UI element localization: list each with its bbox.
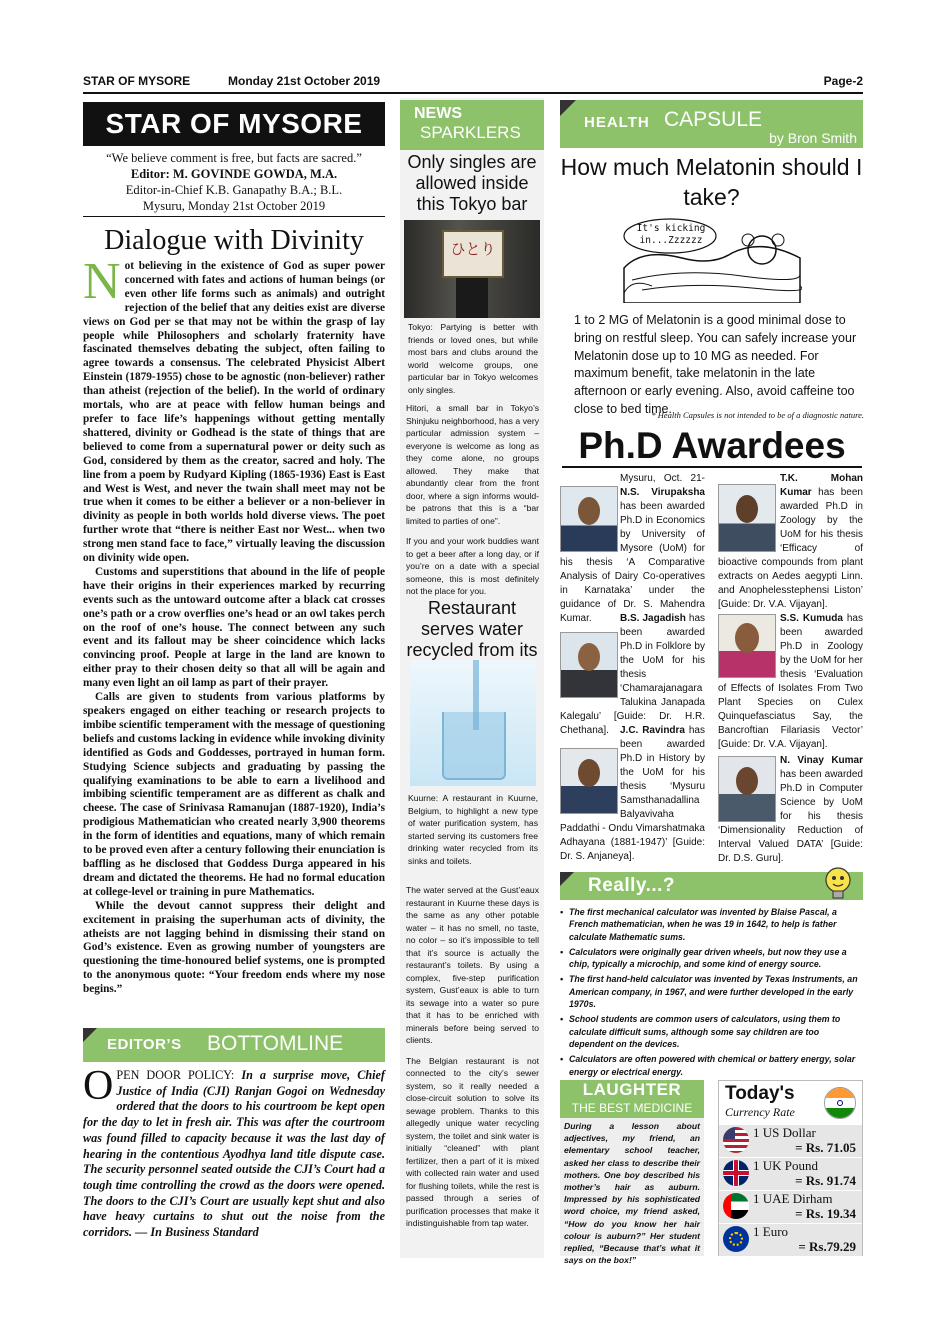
bottomline-label: BOTTOMLINE: [207, 1032, 344, 1055]
header-paper-name: STAR OF MYSORE: [83, 74, 191, 88]
health-title: How much Melatonin should I take?: [560, 154, 863, 210]
currency-row-eur: [719, 1224, 862, 1256]
awardee-name: T.K. Mohan Kumar: [780, 473, 863, 498]
bottomline-text: In a surprise move, Chief Justice of India (CJI) Ranjan Gogoi on Wednesday ordered that the doors to his courtroom be kept open for the day to let in fresh air. This was after the courtroom was found filled to capacity because it was the last day of hearing in the contentious Ayodhya land title dispute case. The security personnel seated outside the CJI’s Court had a tough time controlling the crowd as the doors were opened. The doors to the CJI’s Court are usually kept shut and also have heavy curtains to shut out the noise from the corridors. — In Business Standard: [83, 1068, 385, 1240]
lightbulb-icon: [818, 864, 858, 904]
uk-flag-icon: [723, 1160, 749, 1186]
tokyo-bar-sign: ひとり: [450, 240, 496, 258]
editor-in-chief: Editor-in-Chief K.B. Ganapathy B.A.; B.L.: [125, 183, 343, 197]
health-disclaimer: * Health Capsules is not intended to be of a diagnostic nature.: [651, 410, 864, 420]
awardee-entry-vinay-kumar: [718, 754, 863, 866]
health-body: 1 to 2 MG of Melatonin is a good minimal dose to bring on restful sleep. You can safely increase your Melatonin dose up to 10 MG as needed. For maximum benefit, take melatonin in the late afternoon or early evening. Also, avoid caffeine too close to bed time.: [574, 313, 857, 416]
laughter-banner: [560, 1080, 704, 1118]
awardee-name: S.S. Kumuda: [780, 613, 843, 624]
drop-cap: N: [83, 253, 121, 310]
fact-item: • School students are common users of calculators, using them to calculate difficult sums, although some say children are too dependent on the devices.: [560, 1013, 863, 1050]
fact-item: • The first hand-held calculator was invented by Texas Instruments, an American company, in 1967, and were further developed in the early 1970s.: [560, 973, 863, 1010]
awardee-name: N.S. Virupaksha: [620, 487, 705, 498]
awardee-name: J.C. Ravindra: [620, 725, 685, 736]
bottomline-banner: [83, 1028, 385, 1062]
sparklers-label: SPARKLERS: [420, 123, 521, 142]
motto: “We believe comment is free, but facts are sacred.”: [106, 151, 362, 165]
editorial-paragraph-4: While the devout cannot suppress their delight and excitement in praising the superhuman acts of divinity, the atheists are not lagging behind in dismissing their stand on God’s existence. Even as growing number of youngsters are questioning the time-honoured belief systems, one is prompted to the anonymous quote: “Your freedom ends where my nose begins.”: [83, 899, 385, 996]
currency-title: Today's: [725, 1083, 795, 1104]
news-sparklers-banner: [400, 100, 544, 150]
awardee-name: B.S. Jagadish: [620, 613, 686, 624]
currency-row-usd: [719, 1125, 862, 1157]
currency-rate-box: [718, 1080, 863, 1256]
news-headline-1: Only singles are allowed inside this Tokyo bar: [407, 152, 537, 214]
us-flag-icon: [723, 1127, 749, 1153]
currency-row-gbp: [719, 1158, 862, 1190]
editorial-title: Dialogue with Divinity: [104, 225, 364, 256]
editorial-paragraph-2: Customs and superstitions that abound in the life of people have their origins in their experiences marked by recurring events such as the untoward outcome after a black cat crosses one’s path or a crow overflies one’s head or an owl takes perch on the roof of one’s house. The connect between any such event and its fallout may be sheer coincidence which lacks convincing proof. People at large in the land are known to either pray to their chosen deity so that all will be again and many even light an oil lamp as part of their prayer.: [83, 565, 385, 690]
awardee-entry-mohan-kumar: [718, 472, 863, 612]
eu-flag-icon: [723, 1226, 749, 1252]
awardee-entry-kumuda: [718, 612, 863, 752]
currency-label: 1 UK Pound: [753, 1158, 819, 1173]
laughter-subtitle: THE BEST MEDICINE: [571, 1101, 693, 1115]
fact-item: • Calculators were originally gear driven wheels, but now they use a chip, typically a microchip, and some kind of energy source.: [560, 946, 863, 971]
laughter-joke: During a lesson about adjectives, my friend, an elementary school teacher, asked her class to describe their mothers. One boy described his mother’s hair as auburn. Impressed by his sophisticated word choice, my friend asked, “How do you know her hair colour is auburn?” Her student replied, “Because that’s what it says on the box!”: [564, 1121, 700, 1266]
banner-corner: [560, 872, 574, 886]
news-headline-2: Restaurant serves water recycled from its: [406, 598, 538, 660]
banner-corner: [560, 100, 576, 116]
page-header: [83, 74, 863, 90]
place-date: Mysuru, Monday 21st October 2019: [142, 199, 326, 213]
awardee-entry-ravindra: [560, 724, 705, 864]
divider: [83, 216, 385, 217]
currency-value: = Rs. 19.34: [795, 1206, 856, 1221]
uae-flag-icon: [723, 1193, 749, 1219]
water-glass-photo: [410, 660, 536, 786]
cartoon-caption: It's kicking in...Zzzzzz: [636, 223, 706, 246]
header-rule: [83, 92, 863, 94]
currency-value: = Rs. 71.05: [795, 1140, 856, 1155]
masthead-logo: STAR OF MYSORE: [83, 102, 385, 146]
awardee-details: has been awarded Ph.D in Computer Science by UoM for his thesis ‘Dimensionality Reduction of Interval Valued DATA’ [Guide: Dr. D.S. Guru].: [718, 769, 863, 864]
india-flag-icon: [824, 1087, 856, 1119]
really-facts-list: [560, 906, 863, 1081]
tokyo-bar-photo: [404, 220, 540, 318]
awardee-details: has been awarded Ph.D in Zoology by the UoM for her thesis ‘Evaluation of Effects of Isolates From Two Plant Species on Culex Quinquefasciatus Say, the Bancroftian Filariasis Vector’ [Guide: Dr. V.A. Vijayan].: [718, 613, 863, 750]
news-story-1-paragraph-2: If you and your work buddies want to get a beer after a long day, or if you’re on a date with a special someone, this is most definitely not the place for you.: [406, 536, 539, 596]
dateline: Mysuru, Oct. 21-: [620, 473, 705, 484]
currency-label: 1 Euro: [753, 1224, 789, 1239]
laughter-title: LAUGHTER: [582, 1080, 682, 1099]
awardee-details: has been awarded Ph.D in Economics by University of Mysore (UoM) for his thesis ‘A Comparative Analysis of Dairy Co-operatives in Karnataka’ under the guidance of Dr. S. Mahendra Kumar.: [560, 501, 705, 624]
header-page-number: Page-2: [823, 74, 863, 88]
currency-subtitle: Currency Rate: [725, 1105, 795, 1119]
currency-row-aed: [719, 1191, 862, 1223]
awardee-details: has been awarded Ph.D in Zoology by the UoM for his thesis ‘Efficacy of bioactive compounds from plant extracts on Aedes aegypti Linn. and Anophelesstephensi Liston’ [Guide: Dr. V.A. Vijayan].: [718, 487, 863, 610]
fact-item: • The first mechanical calculator was invented by Blaise Pascal, a French mathematician, when he was 19 in 1642, to help is father calculate Mathematic sums.: [560, 906, 863, 943]
news-label: NEWS: [414, 105, 462, 122]
banner-corner: [83, 1028, 97, 1042]
header-date: Monday 21st October 2019: [228, 74, 381, 88]
bottomline-drop-cap: O: [83, 1063, 114, 1109]
editorial-paragraph-3: Calls are given to students from various platforms by speakers engaged on either teaching or research projects to imbibe scientific temperament with the message of questioning beliefs and customs lacking in evidence while invoking divinity identified as Gods and Goddesses, portrayed in human form. Studying Science subjects and graduating by passing the qualifying examinations to be able to earn a livelihood and imbibing scientific temperament are as different as chalk and cheese. The case of Srinivasa Ramanujan (1887-1920), India’s prodigious Mathematician who created nearly 3,900 theorems in the form of identities and equations, many of which remain to be proved even after a century following their enunciation is baffling as he disclosed that Goddess Durga appeared in his dream and dictated the theorems. He had no formal education at college-level or training in pure Mathematics.: [83, 691, 385, 898]
news-caption-1: Tokyo: Partying is better with friends or loved ones, but while most bars and clubs around the world welcome groups, one particular bar in Tokyo welcomes only singles.: [408, 322, 538, 395]
capsule-label: CAPSULE: [664, 108, 763, 131]
divider: [562, 466, 862, 468]
phd-column-right: [718, 472, 863, 872]
bottomline-lead: PEN DOOR POLICY:: [116, 1068, 235, 1082]
health-byline: by Bron Smith: [769, 130, 857, 146]
news-story-1-paragraph-1: Hitori, a small bar in Tokyo’s Shinjuku neighborhood, has a very particular admission system – everyone is welcome as long as they come alone, no groups allowed. They make that abundantly clear from the front door, where a sign informs would-be patrons that this is a “bar limited to parties of one”.: [406, 403, 539, 526]
awardee-entry-jagadish: [560, 612, 705, 738]
health-label: HEALTH: [584, 114, 650, 131]
news-story-2: [406, 884, 539, 1238]
editorial-info: [83, 150, 385, 214]
awardee-entry-virupaksha: [560, 472, 705, 626]
awardee-name: N. Vinay Kumar: [780, 755, 863, 766]
sleeping-cartoon-illustration: [622, 218, 802, 303]
awardee-details: has been awarded Ph.D in History by the UoM for his thesis ‘Mysuru Samsthanadallina Balyavivaha Paddathi - Ondu Vimarshatmaka Adhayana (1881-1947)’ [Guide: Dr. S. Anjaneya].: [560, 725, 705, 862]
news-caption-2: Kuurne: A restaurant in Kuurne, Belgium, to highlight a new type of water purification system, has started serving its customers free drinking water recycled from its sinks and toilets.: [408, 793, 538, 866]
news-story-1: [406, 402, 539, 606]
editorial-body: [83, 253, 385, 997]
news-story-2-paragraph-1: The water served at the Gust’eaux restaurant in Kuurne these days is the same as any other potable water – it has no smell, no taste, no color – so it’s impossible to tell that it’s source is actually the restaurant’s toilets. By using a complex, five-step purification system, Gust’eaux is able to turn its sewage into a water so pure that it has to be enriched with minerals before being served to clients.: [406, 885, 539, 1045]
currency-value: = Rs.79.29: [798, 1239, 856, 1254]
bottomline-body: [83, 1063, 385, 1241]
health-capsule-banner: [560, 100, 863, 148]
fact-item: • Calculators are often powered with chemical or battery energy, solar energy or electrical energy.: [560, 1053, 863, 1078]
really-title: Really...?: [588, 875, 676, 896]
currency-label: 1 US Dollar: [753, 1125, 816, 1140]
phd-column-left: [560, 472, 705, 872]
phd-awardees-title: Ph.D Awardees: [578, 425, 846, 466]
editorial-paragraph-1: ot believing in the existence of God as super power concerned with fates and actions of human beings (or even other life forms such as animals) and outright rejection of the belief that any deities exist are diverse views on God per se that may not be within the grasp of lay people while Philosophers and scholarly fraternity have fascinated themselves debating the subject, often failing to agree towards a consensus. The celebrated Physicist Albert Einstein (1879-1955) chose to be agnostic (non-believer) rather than atheist (rejection of the belief). In the world of ordinary mortals, who are at peace with fellow human beings and prefer to face life’s happenings without getting mentally shattered, divinity or Godhead is the state of things that are believed to come from a supernatural power or deity such as God, considered by them as the creator, sacred and holy. The line from a poem by Rudyard Kipling (1865-1936) East is East and West is West, and never the twain shall meet may not be true when it comes to be either a believer or a non-believer in divinity as people in both worlds hold diverse views. The poet further wrote that “there is neither East nor West... when two strong men stand face to face,” virtually leaving the discussion on divinity wide open.: [83, 260, 385, 565]
awardee-details: has been awarded Ph.D in Folklore by the UoM for his thesis ‘Chamarajanagara Talukina Janapada Kalegalu’ [Guide: Dr. H.R. Chethana].: [560, 613, 706, 736]
currency-label: 1 UAE Dirham: [753, 1191, 833, 1206]
editor-name: Editor: M. GOVINDE GOWDA, M.A.: [130, 167, 338, 181]
news-story-2-paragraph-2: The Belgian restaurant is not connected to the city’s sewer system, so it really needed a close-circuit solution to solve its sewage problem. Thanks to this allegedly unique water recycling system, the toilet and sink water is initially “cleaned” with plant fertilizer, then a part of it is mixed with collected rain water and used for flushing toilets, while the rest is passed through a series of purification processes that make it indistinguishable from tap water.: [406, 1055, 539, 1228]
currency-value: = Rs. 91.74: [795, 1173, 856, 1188]
bottomline-label-bold: EDITOR’S: [107, 1036, 182, 1053]
